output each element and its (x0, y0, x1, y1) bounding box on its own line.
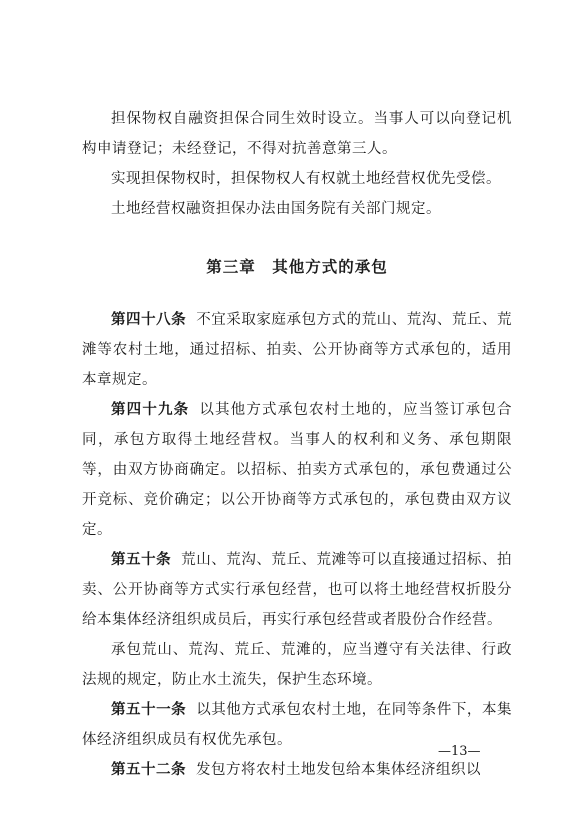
document-page (82, 104, 512, 785)
article-number: 第五十条 (111, 552, 172, 568)
article-50-para-2 (82, 635, 512, 695)
article-49 (82, 395, 512, 545)
page-number: —13— (438, 744, 481, 759)
article-text: 以其他方式承包农村土地，在同等条件下，本集体经济组织成员有权优先承包。 (82, 702, 513, 748)
article-50 (82, 545, 512, 635)
article-52 (82, 755, 512, 785)
article-number: 第五十二条 (111, 762, 186, 778)
article-text: 发包方将农村土地发包给本集体经济组织以 (196, 762, 481, 778)
article-text: 荒山、荒沟、荒丘、荒滩等可以直接通过招标、拍卖、公开协商等方式实行承包经营，也可以将土地经营权折股分给本集体经济组织成员后，再实行承包经营或者股份合作经营。 (82, 552, 513, 628)
article-number: 第四十八条 (111, 312, 187, 328)
paragraph: 担保物权自融资担保合同生效时设立。当事人可以向登记机构申请登记；未经登记，不得对抗善意第三人。 (82, 111, 512, 157)
chapter-title: 第三章 其他方式的承包 (206, 258, 388, 276)
article-48 (82, 305, 512, 395)
paragraph: 实现担保物权时，担保物权人有权就土地经营权优先受偿。 (111, 171, 501, 187)
article-number: 第四十九条 (111, 402, 190, 418)
paragraph: 土地经营权融资担保办法由国务院有关部门规定。 (111, 201, 441, 217)
article-text: 以其他方式承包农村土地的，应当签订承包合同，承包方取得土地经营权。当事人的权利和义务、承包期限等，由双方协商确定。以招标、拍卖方式承包的，承包费通过公开竞标、竞价确定；以公开协商等方式承包的，承包费由双方议定。 (82, 402, 513, 538)
article-text: 不宜采取家庭承包方式的荒山、荒沟、荒丘、荒滩等农村土地，通过招标、拍卖、公开协商等方式承包的，适用本章规定。 (82, 312, 513, 388)
article-text: 承包荒山、荒沟、荒丘、荒滩的，应当遵守有关法律、行政法规的规定，防止水土流失，保护生态环境。 (82, 642, 512, 688)
article-number: 第五十一条 (111, 702, 187, 718)
